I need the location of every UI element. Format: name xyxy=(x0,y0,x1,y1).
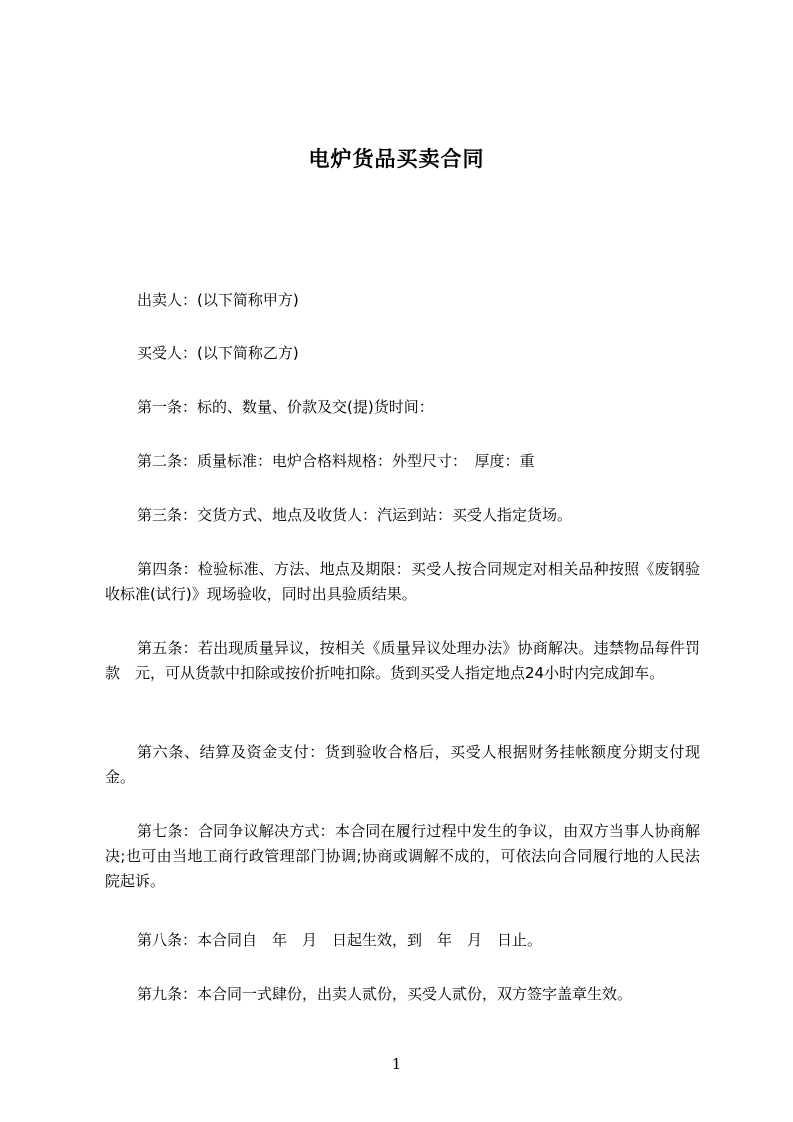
document-title: 电炉货品买卖合同 xyxy=(308,147,485,171)
seller-paragraph: 出卖人：(以下简称甲方) xyxy=(137,291,299,309)
article-3-paragraph: 第三条：交货方式、地点及收货人：汽运到站：买受人指定货场。 xyxy=(137,506,573,524)
article-8-paragraph: 第八条：本合同自 年 月 日起生效，到 年 月 日止。 xyxy=(137,931,543,949)
buyer-paragraph: 买受人：(以下简称乙方) xyxy=(137,344,299,362)
article-6-paragraph: 第六条、结算及资金支付：货到验收合格后，买受人根据财务挂帐额度分期支付现金。 xyxy=(105,743,700,786)
article-7-paragraph: 第七条：合同争议解决方式：本合同在履行过程中发生的争议，由双方当事人协商解决;也可由当地工商行政管理部门协调;协商或调解不成的，可依法向合同履行地的人民法院起诉。 xyxy=(105,822,700,890)
article-9-paragraph: 第九条：本合同一式肆份，出卖人贰份，买受人贰份，双方签字盖章生效。 xyxy=(137,985,633,1003)
article-4-paragraph: 第四条：检验标准、方法、地点及期限：买受人按合同规定对相关品种按照《废钢验收标准(试行)》现场验收，同时出具验质结果。 xyxy=(105,560,700,603)
article-1-paragraph: 第一条：标的、数量、价款及交(提)货时间： xyxy=(137,398,434,416)
page-number: 1 xyxy=(391,1055,402,1073)
article-5-paragraph: 第五条：若出现质量异议，按相关《质量异议处理办法》协商解决。违禁物品每件罚款 元，可从货款中扣除或按价折吨扣除。货到买受人指定地点24小时内完成卸车。 xyxy=(105,639,700,682)
article-2-paragraph: 第二条：质量标准：电炉合格料规格：外型尺寸： 厚度：重 xyxy=(137,452,535,470)
